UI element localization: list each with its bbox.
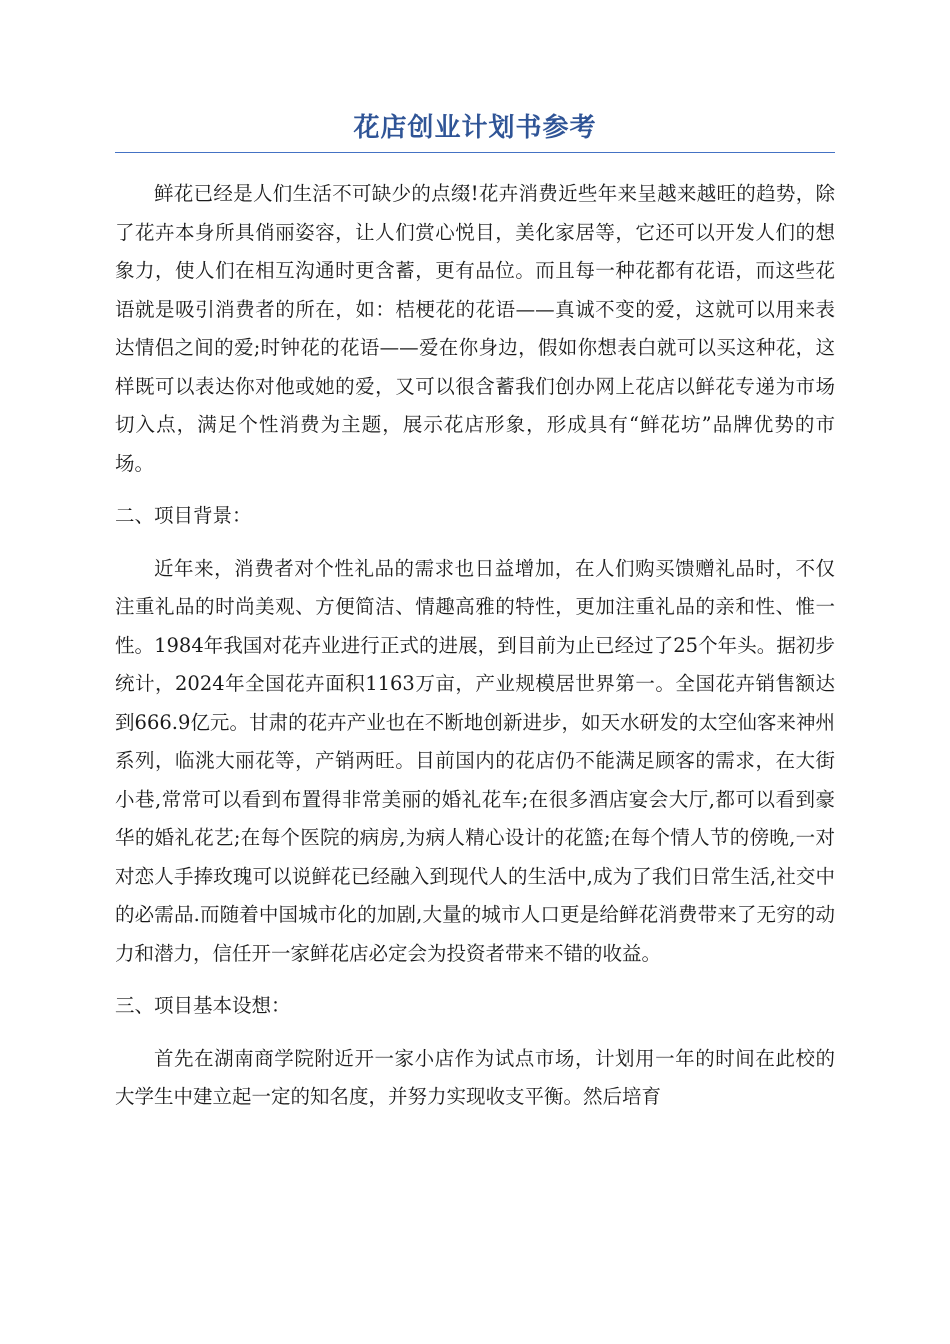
basic-idea-paragraph: 首先在湖南商学院附近开一家小店作为试点市场，计划用一年的时间在此校的大学生中建立起一定的知名度，并努力实现收支平衡。然后培育 [115, 1046, 835, 1108]
section-heading-background: 二、项目背景： [115, 504, 252, 527]
intro-paragraph: 鲜花已经是人们生活不可缺少的点缀!花卉消费近些年来呈越来越旺的趋势，除了花卉本身所具俏丽姿容，让人们赏心悦目，美化家居等，它还可以开发人们的想象力，使人们在相互沟通时更含蓄，更有品位。而且每一种花都有花语，而这些花语就是吸引消费者的所在，如：桔梗花的花语——真诚不变的爱，这就可以用来表达情侣之间的爱;时钟花的花语——爱在你身边，假如你想表白就可以买这种花，这样既可以表达你对他或她的爱，又可以很含蓄我们创办网上花店以鲜花专递为市场切入点，满足个性消费为主题，展示花店形象，形成具有“鲜花坊”品牌优势的市场。 [115, 182, 835, 475]
document-title: 花店创业计划书参考 [353, 113, 597, 143]
title-underline [115, 152, 835, 153]
section-heading-basic-idea: 三、项目基本设想： [115, 994, 291, 1017]
document-page [115, 110, 835, 1117]
background-paragraph: 近年来，消费者对个性礼品的需求也日益增加，在人们购买馈赠礼品时，不仅注重礼品的时尚美观、方便简洁、情趣高雅的特性，更加注重礼品的亲和性、惟一性。1984年我国对花卉业进行正式的进展，到目前为止已经过了25个年头。据初步统计，2024年全国花卉面积1163万亩，产业规模居世界第一。全国花卉销售额达到666.9亿元。甘肃的花卉产业也在不断地创新进步，如天水研发的太空仙客来神州系列，临洮大丽花等，产销两旺。目前国内的花店仍不能满足顾客的需求，在大街小巷,常常可以看到布置得非常美丽的婚礼花车;在很多酒店宴会大厅,都可以看到豪华的婚礼花艺;在每个医院的病房,为病人精心设计的花篮;在每个情人节的傍晚,一对对恋人手捧玫瑰可以说鲜花已经融入到现代人的生活中,成为了我们日常生活,社交中的必需品.而随着中国城市化的加剧,大量的城市人口更是给鲜花消费带来了无穷的动力和潜力，信任开一家鲜花店必定会为投资者带来不错的收益。 [115, 556, 835, 965]
